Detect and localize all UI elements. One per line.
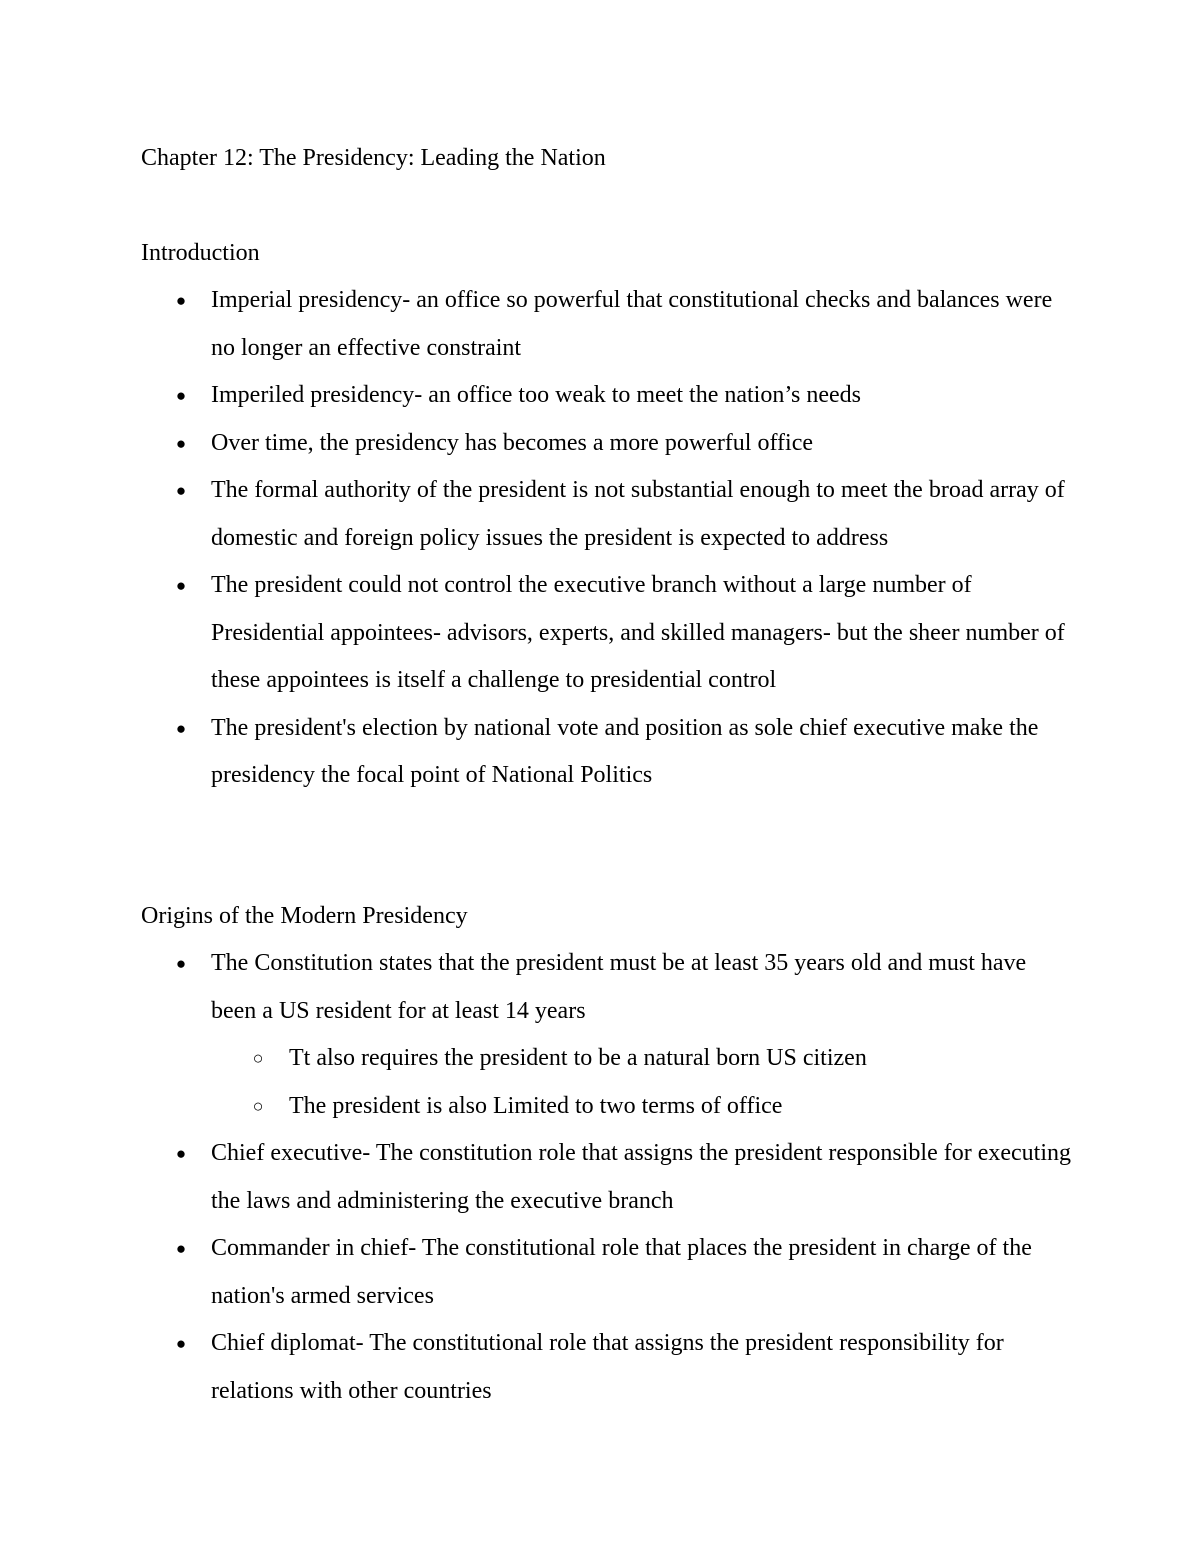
document-title: Chapter 12: The Presidency: Leading the Nation xyxy=(141,145,606,171)
hollow-bullet-icon: ○ xyxy=(252,1048,264,1068)
list-item xyxy=(0,562,1071,705)
list-item-text: Imperial presidency- an office so powerful that constitutional checks and balances were no longer an effective constraint xyxy=(211,287,1053,361)
section-heading-origins: Origins of the Modern Presidency xyxy=(141,903,468,929)
list-item-text: The Constitution states that the president must be at least 35 years old and must have been a US resident for at least 14 years xyxy=(211,950,1027,1024)
hollow-bullet-icon: ○ xyxy=(252,1095,264,1116)
list-item xyxy=(0,467,1071,562)
sub-list-item xyxy=(0,1083,1069,1131)
list-item xyxy=(0,705,1071,800)
sub-list-item xyxy=(0,1035,1069,1083)
list-item-text: Commander in chief- The constitutional role that places the president in charge of the nation's armed services xyxy=(211,1235,1032,1309)
list-item xyxy=(0,372,1071,420)
bullet-icon: ● xyxy=(175,1239,187,1258)
list-item-text: Chief diplomat- The constitutional role that assigns the president responsibility for relations with other countries xyxy=(211,1330,1004,1404)
list-item-text: Imperiled presidency- an office too weak to meet the nation’s needs xyxy=(211,382,861,408)
list-item xyxy=(0,1320,1071,1415)
bullet-icon: ● xyxy=(175,1334,187,1353)
list-item-text: The president could not control the executive branch without a large number of Presidential appointees- advisors, experts, and skilled managers- but the sheer number of these appointees is itself a challenge to presidential control xyxy=(211,572,1065,693)
bullet-icon: ● xyxy=(175,954,187,973)
bullet-icon: ● xyxy=(175,576,187,595)
list-item xyxy=(0,1225,1071,1320)
list-item xyxy=(0,940,1071,1035)
bullet-icon: ● xyxy=(175,1144,187,1163)
bullet-icon: ● xyxy=(175,481,187,500)
list-item xyxy=(0,420,1071,468)
bullet-icon: ● xyxy=(175,718,187,738)
bullet-icon: ● xyxy=(175,386,187,405)
bullet-icon: ● xyxy=(175,291,187,310)
introduction-list xyxy=(0,277,1071,800)
origins-list xyxy=(0,940,1071,1415)
list-item-text: The formal authority of the president is not substantial enough to meet the broad array of domestic and foreign policy issues the president is expected to address xyxy=(211,477,1065,551)
sub-list-item-text: Tt also requires the president to be a natural born US citizen xyxy=(289,1045,867,1071)
section-heading-introduction: Introduction xyxy=(141,240,260,266)
bullet-icon: ● xyxy=(175,433,187,453)
list-item xyxy=(0,277,1071,372)
sub-list-item-text: The president is also Limited to two terms of office xyxy=(289,1092,783,1119)
list-item-text: Over time, the presidency has becomes a more powerful office xyxy=(211,429,813,456)
list-item-text: The president's election by national vote and position as sole chief executive make the presidency the focal point of National Politics xyxy=(211,714,1039,788)
list-item xyxy=(0,1130,1071,1225)
list-item-text: Chief executive- The constitution role that assigns the president responsible for executing the laws and administering the executive branch xyxy=(211,1140,1071,1214)
